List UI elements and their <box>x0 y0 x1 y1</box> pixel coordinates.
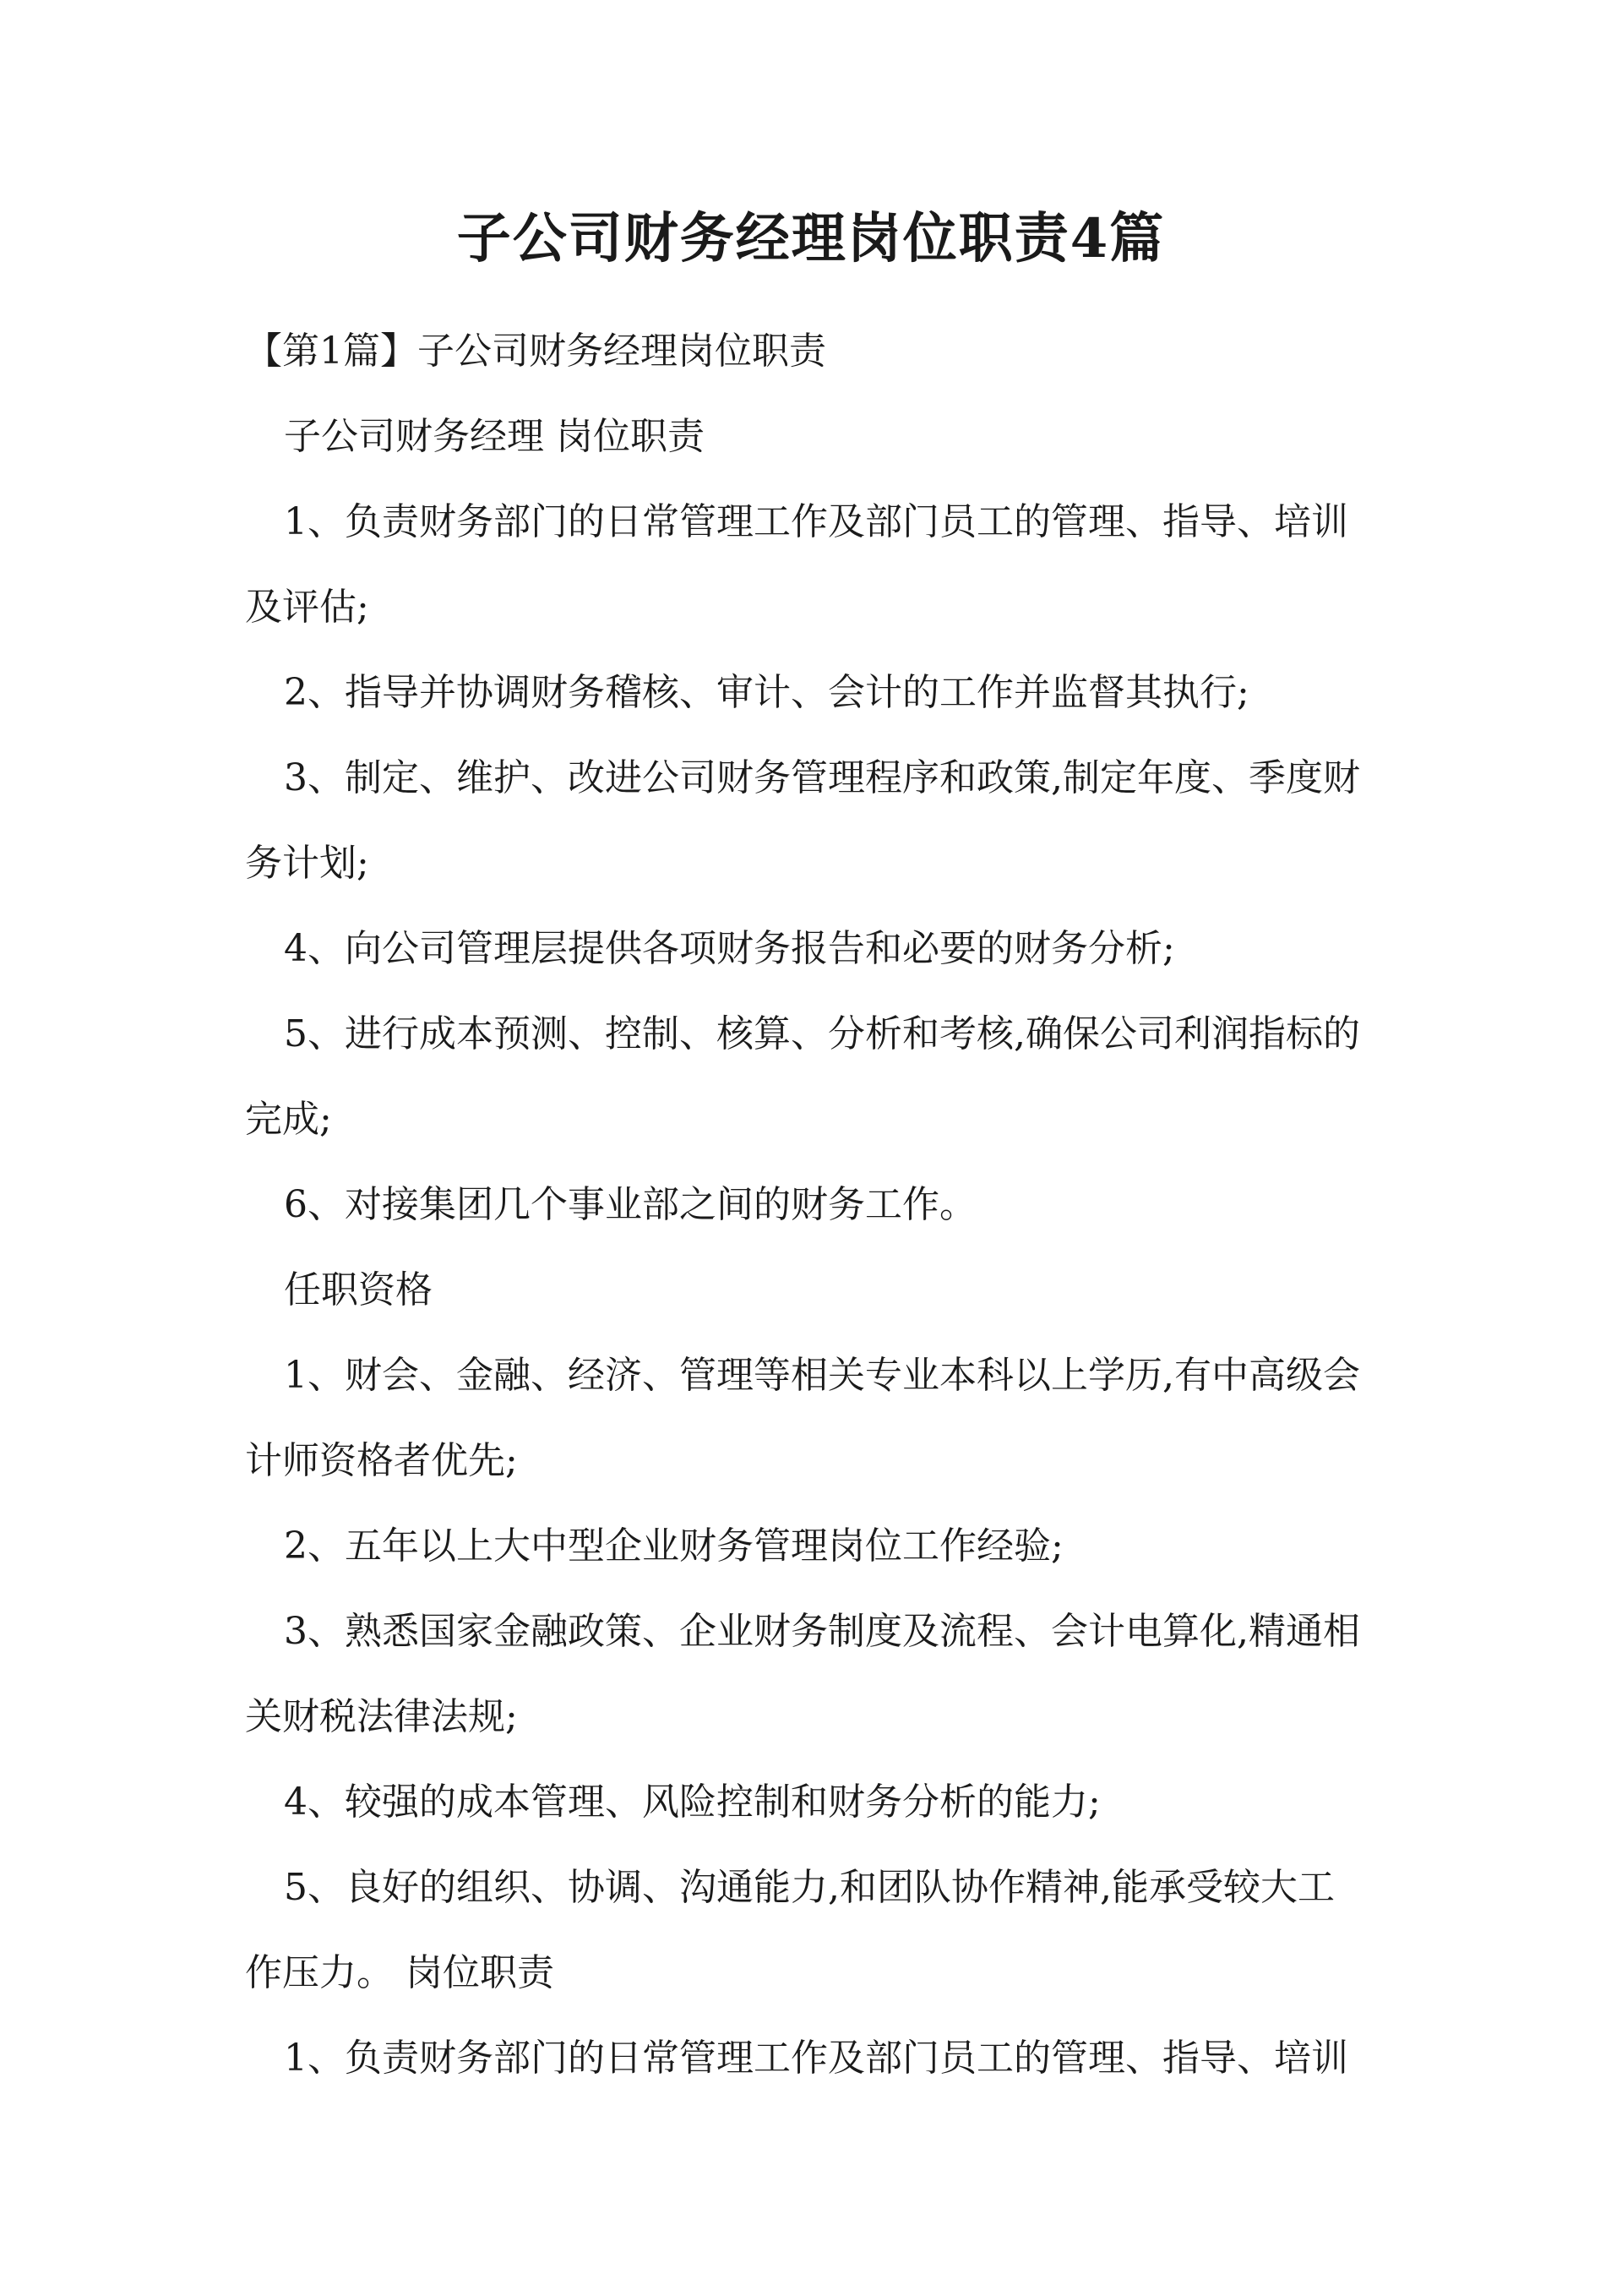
paragraph-line: 计师资格者优先; <box>245 1439 518 1482</box>
document-body <box>245 308 1385 2101</box>
paragraph-line: 3、制定、维护、改进公司财务管理程序和政策,制定年度、季度财 <box>284 756 1360 799</box>
paragraph-line: 5、进行成本预测、控制、核算、分析和考核,确保公司利润指标的 <box>284 1012 1360 1055</box>
paragraph-line: 及评估; <box>245 586 369 629</box>
paragraph-line: 2、五年以上大中型企业财务管理岗位工作经验; <box>284 1524 1064 1568</box>
subsection-heading: 子公司财务经理 岗位职责 <box>284 415 705 458</box>
document-title: 子公司财务经理岗位职责4篇 <box>456 207 1166 270</box>
paragraph-line: 3、熟悉国家金融政策、企业财务制度及流程、会计电算化,精通相 <box>284 1610 1360 1653</box>
paragraph-line: 5、良好的组织、协调、沟通能力,和团队协作精神,能承受较大工 <box>284 1866 1335 1909</box>
paragraph-line: 4、向公司管理层提供各项财务报告和必要的财务分析; <box>284 927 1175 970</box>
paragraph-line: 1、财会、金融、经济、管理等相关专业本科以上学历,有中高级会 <box>284 1354 1360 1397</box>
paragraph-line: 务计划; <box>245 842 369 885</box>
paragraph-line: 2、指导并协调财务稽核、审计、会计的工作并监督其执行; <box>284 671 1249 714</box>
paragraph-line: 1、负责财务部门的日常管理工作及部门员工的管理、指导、培训 <box>284 500 1348 543</box>
section-heading: 【第1篇】子公司财务经理岗位职责 <box>245 330 826 373</box>
paragraph-line: 作压力。 岗位职责 <box>245 1951 554 1994</box>
paragraph-line: 6、对接集团几个事业部之间的财务工作。 <box>284 1183 977 1226</box>
paragraph-line: 4、较强的成本管理、风险控制和财务分析的能力; <box>284 1781 1101 1824</box>
paragraph-line: 完成; <box>245 1098 332 1141</box>
paragraph-line: 关财税法律法规; <box>245 1695 518 1738</box>
subsection-heading: 任职资格 <box>284 1268 433 1312</box>
paragraph-line: 1、负责财务部门的日常管理工作及部门员工的管理、指导、培训 <box>284 2037 1348 2080</box>
